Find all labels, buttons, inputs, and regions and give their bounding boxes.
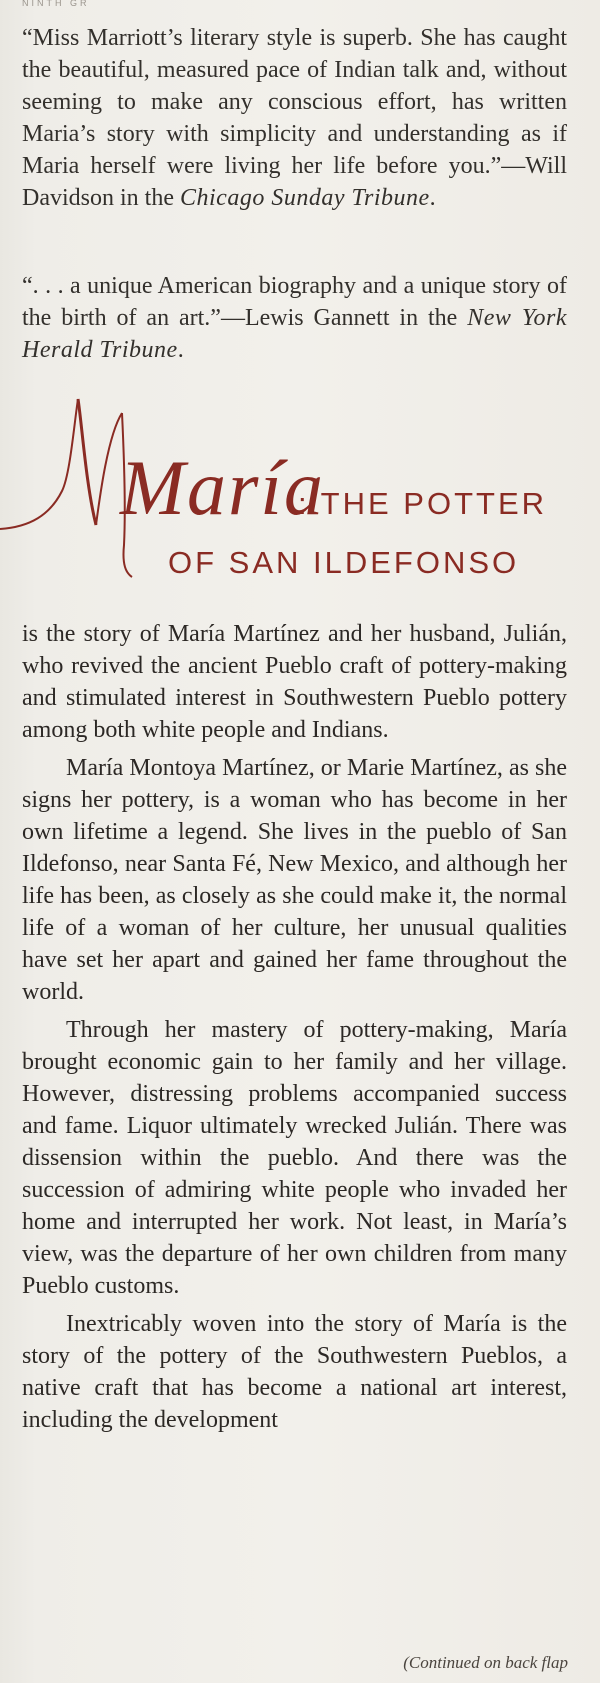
continued-note: (Continued on back flap (403, 1653, 568, 1672)
top-cut-text: NINTH GR (22, 0, 90, 8)
quote-1-text: “Miss Marriott’s literary style is superb. She has caught the beautiful, measured pace of Indian talk and, without seeming to make any conscious effort, has written Maria’s story with simplicity and understanding as if Maria herself were living her life before you.”—Will Davidson in the (22, 25, 567, 211)
title-line-1: : THE POTTER (298, 486, 548, 521)
title-script-word: María (120, 444, 325, 531)
quote-2-text: “. . . a unique American biography and a unique story of the birth of an art.”—Lewis Gannett in the (22, 273, 567, 331)
title-line-2: OF SAN ILDEFONSO (168, 545, 520, 580)
review-quote-1 (22, 22, 567, 214)
paragraph-2: María Montoya Martínez, or Marie Martínez, as she signs her pottery, is a woman who has become in her own lifetime a legend. She lives in the pueblo of San Ildefonso, near Santa Fé, New Mexico, and although her life has been, as closely as she could make it, the normal life of a woman of her culture, her unusual qualities have set her apart and gained her fame throughout the world. (22, 755, 567, 1005)
review-quote-2 (22, 270, 567, 366)
description-body (22, 618, 567, 1442)
quote-2-end: . (177, 337, 184, 363)
quote-1-publication: Chicago Sunday Tribune (179, 185, 430, 211)
paragraph-3: Through her mastery of pottery-making, María brought economic gain to her family and her village. However, distressing problems accompanied success and fame. Liquor ultimately wrecked Julián. There was dissension within the pueblo. And there was the succession of admiring white people who invaded her home and interrupted her work. Not least, in María’s view, was the departure of her own children from many Pueblo customs. (22, 1017, 567, 1299)
paragraph-1: is the story of María Martínez and her husband, Julián, who revived the ancient Pueblo craft of pottery-making and stimulated interest in Southwestern Pueblo pottery among both white people and Indians. (22, 621, 567, 743)
paragraph-4: Inextricably woven into the story of María is the story of the pottery of the Southwestern Pueblos, a native craft that has become a national art interest, including the development (22, 1311, 567, 1433)
quote-2-publication: New York Herald Tribune (22, 305, 567, 363)
quote-1-end: . (429, 185, 436, 211)
